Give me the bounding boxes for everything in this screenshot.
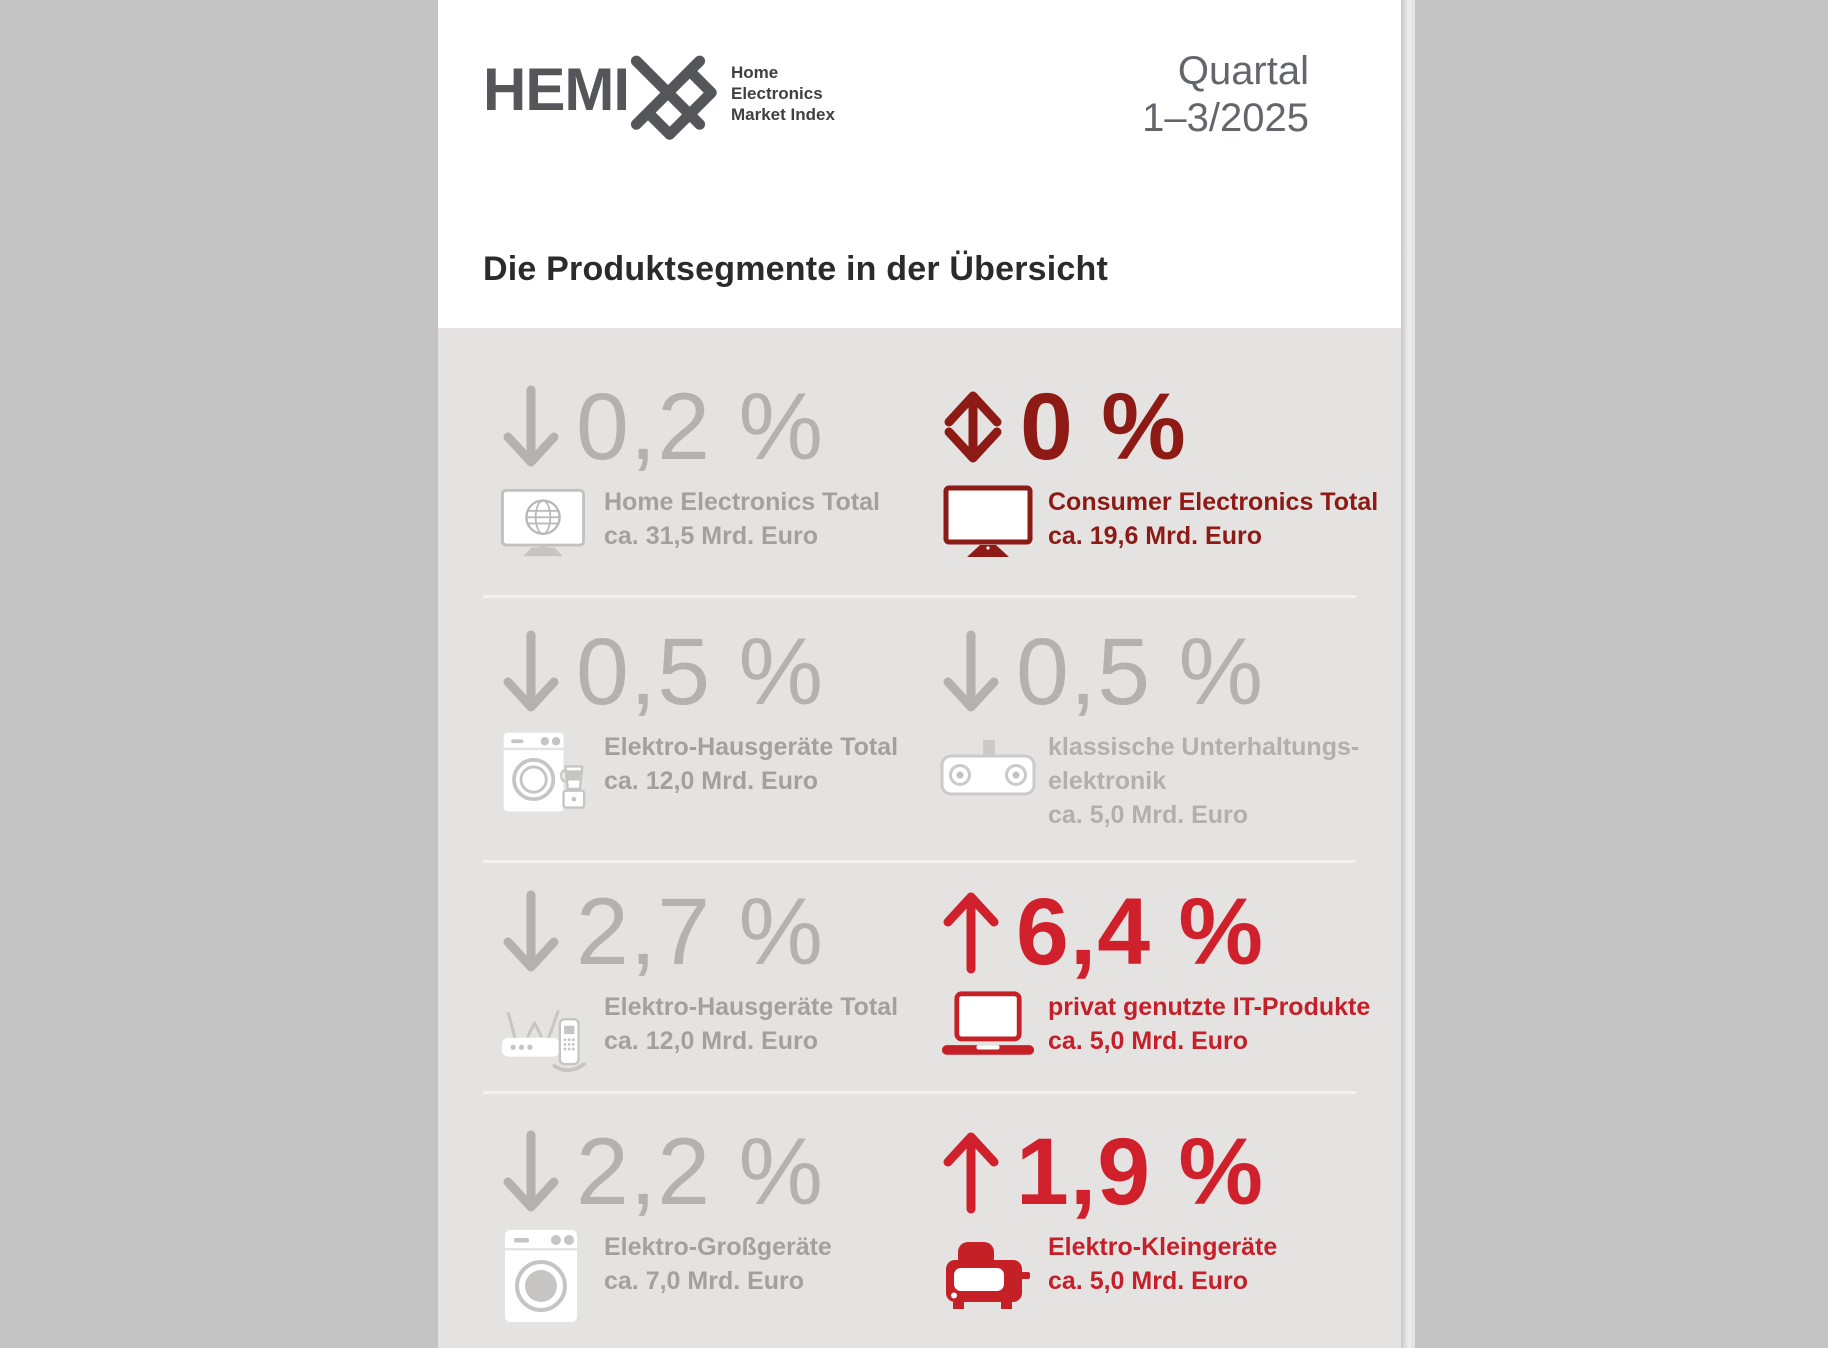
stat-klassische-unterhaltungselektronik [923,619,1401,832]
stat-home-electronics-total [483,374,923,565]
page-edge-shadow [1401,0,1415,1348]
segments-overview [438,328,1401,1348]
tagline-line: Market Index [731,105,835,124]
router-phone-icon [500,988,586,1078]
stat-labels [1048,988,1370,1058]
period-line-1: Quartal [1177,49,1309,93]
stat-label-line: privat genutzte IT-Produkte [1048,993,1371,1021]
stat-label-line: Consumer Electronics Total [1048,488,1379,516]
page-title: Die Produktsegmente in der Übersicht [483,250,1109,288]
arrow-down-icon [940,629,1002,715]
stat-label-line: Elektro-Kleingeräte [1048,1233,1278,1261]
stat-value: 1,9 % [1016,1119,1264,1225]
stat-value: 2,2 % [576,1119,824,1225]
stat-label-line: ca. 7,0 Mrd. Euro [604,1267,805,1295]
stat-value: 0,2 % [576,374,824,480]
stat-value: 0 % [1020,374,1187,480]
stat-label-line: klassische Unterhaltungs- [1048,733,1360,761]
stat-label-line: ca. 5,0 Mrd. Euro [1048,801,1249,829]
stat-labels [1048,728,1359,832]
stat-labels [604,1228,832,1298]
stat-label-line: ca. 12,0 Mrd. Euro [604,1027,818,1055]
stat-labels [604,728,898,798]
arrow-down-icon [500,384,562,470]
washer-blender-icon [500,728,586,816]
period-line-2: 1–3/2025 [1142,96,1309,140]
washer-icon [500,1228,586,1324]
stat-label-line: ca. 31,5 Mrd. Euro [604,522,818,550]
logo-tagline [731,62,835,125]
stat-value: 0,5 % [1016,619,1264,725]
row-divider [483,860,1356,863]
hemix-logo [483,46,835,146]
arrow-down-icon [500,889,562,975]
stat-elektro-hausgeraete-total [483,619,923,832]
stat-label-line: ca. 19,6 Mrd. Euro [1048,522,1262,550]
stat-labels [604,483,880,553]
toaster-icon [940,1228,1036,1312]
stat-label-line: Elektro-Großgeräte [604,1233,832,1261]
soundbar-icon [940,728,1036,800]
infographic-page [438,0,1401,1348]
arrow-up-icon [940,889,1002,975]
tv-globe-icon [500,483,586,565]
stat-value: 6,4 % [1016,879,1264,985]
report-period [1142,48,1309,142]
arrow-up-icon [940,1129,1002,1215]
stat-labels [604,988,898,1058]
monitor-icon [940,483,1036,561]
stat-labels [1048,1228,1277,1298]
hemix-x-icon [623,46,723,146]
tagline-line: Home [731,63,779,82]
row-divider [483,1091,1356,1094]
hemix-wordmark: HEMI [483,56,629,123]
stat-elektro-kleingeraete [923,1119,1401,1324]
row-divider [483,595,1356,598]
arrow-up-down-icon [940,384,1006,470]
tagline-line: Electronics [731,84,823,103]
stat-label-line: Elektro-Hausgeräte Total [604,733,899,761]
stat-elektro-grossgeraete [483,1119,923,1324]
stat-consumer-electronics-total [923,374,1401,565]
stat-privat-genutzte-it-produkte [923,879,1401,1078]
stat-label-line: elektronik [1048,767,1167,795]
stat-label-line: Elektro-Hausgeräte Total [604,993,899,1021]
stat-label-line: ca. 5,0 Mrd. Euro [1048,1027,1249,1055]
stat-labels [1048,483,1378,553]
stat-value: 2,7 % [576,879,824,985]
stat-value: 0,5 % [576,619,824,725]
stat-elektro-hausgeraete-total-2 [483,879,923,1078]
arrow-down-icon [500,1129,562,1215]
header [438,0,1401,328]
laptop-icon [940,988,1036,1060]
arrow-down-icon [500,629,562,715]
stat-label-line: ca. 5,0 Mrd. Euro [1048,1267,1249,1295]
stat-label-line: ca. 12,0 Mrd. Euro [604,767,818,795]
stat-label-line: Home Electronics Total [604,488,880,516]
